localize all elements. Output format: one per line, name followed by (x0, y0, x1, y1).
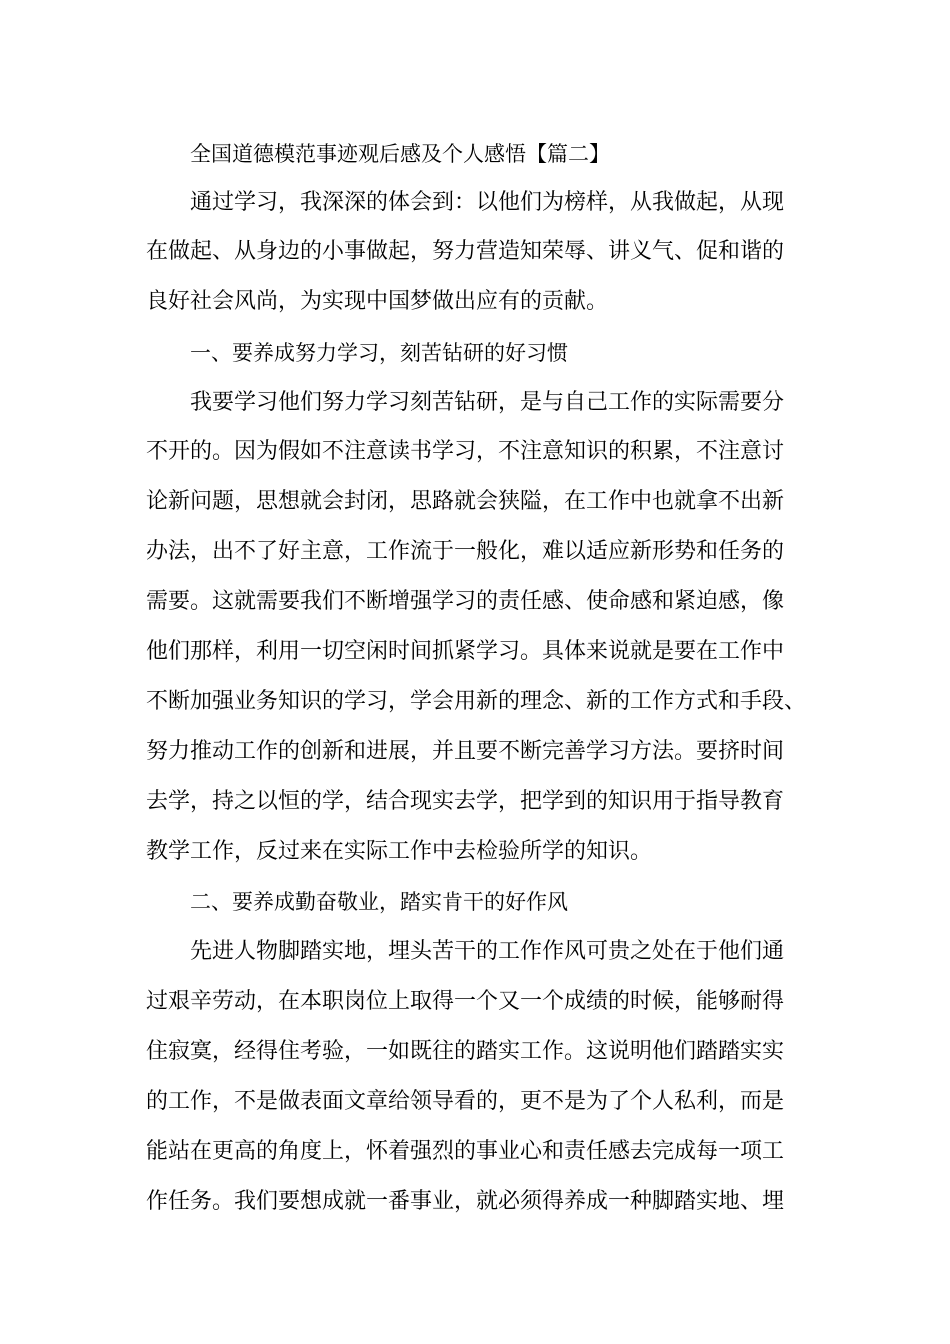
paragraph-line: 办法，出不了好主意，工作流于一般化，难以适应新形势和任务的 (146, 539, 785, 564)
paragraph-line: 他们那样，利用一切空闲时间抓紧学习。具体来说就是要在工作中 (146, 639, 785, 664)
paragraph-line: 教学工作，反过来在实际工作中去检验所学的知识。 (146, 839, 653, 864)
paragraph-line: 不断加强业务知识的学习，学会用新的理念、新的工作方式和手段、 (146, 689, 807, 714)
document-title: 全国道德模范事迹观后感及个人感悟【篇二】 (190, 142, 610, 166)
paragraph-line: 不开的。因为假如不注意读书学习，不注意知识的积累，不注意讨 (146, 439, 785, 464)
paragraph-line: 作任务。我们要想成就一番事业，就必须得养成一种脚踏实地、埋 (146, 1189, 785, 1214)
paragraph-line: 良好社会风尚，为实现中国梦做出应有的贡献。 (146, 289, 609, 314)
paragraph-line: 论新问题，思想就会封闭，思路就会狭隘，在工作中也就拿不出新 (146, 489, 785, 514)
paragraph-line: 能站在更高的角度上，怀着强烈的事业心和责任感去完成每一项工 (146, 1139, 785, 1164)
paragraph-line: 努力推动工作的创新和进展，并且要不断完善学习方法。要挤时间 (146, 739, 785, 764)
paragraph-line: 住寂寞，经得住考验，一如既往的踏实工作。这说明他们踏踏实实 (146, 1039, 785, 1064)
paragraph-line: 的工作，不是做表面文章给领导看的，更不是为了个人私利，而是 (146, 1089, 785, 1114)
paragraph-line: 在做起、从身边的小事做起，努力营造知荣辱、讲义气、促和谐的 (146, 239, 785, 264)
paragraph-line: 我要学习他们努力学习刻苦钻研，是与自己工作的实际需要分 (190, 390, 785, 415)
paragraph-line: 通过学习，我深深的体会到：以他们为榜样，从我做起，从现 (190, 190, 785, 215)
paragraph-line: 先进人物脚踏实地，埋头苦干的工作作风可贵之处在于他们通 (190, 939, 785, 964)
section-heading-1: 一、要养成努力学习，刻苦钻研的好习惯 (190, 341, 568, 365)
paragraph-line: 过艰辛劳动，在本职岗位上取得一个又一个成绩的时候，能够耐得 (146, 989, 785, 1014)
paragraph-line: 去学，持之以恒的学，结合现实去学，把学到的知识用于指导教育 (146, 789, 785, 814)
paragraph-line: 需要。这就需要我们不断增强学习的责任感、使命感和紧迫感，像 (146, 589, 785, 614)
section-heading-2: 二、要养成勤奋敬业，踏实肯干的好作风 (190, 890, 568, 914)
